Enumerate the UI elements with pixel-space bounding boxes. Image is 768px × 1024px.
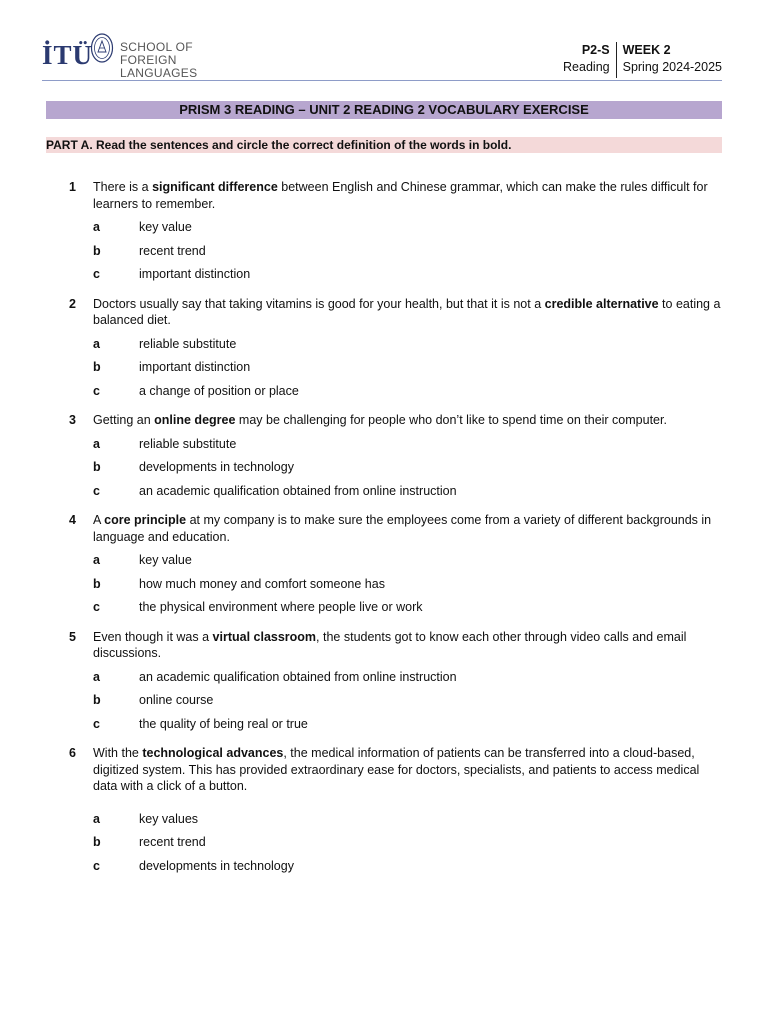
question-text-before: With the — [93, 746, 143, 760]
question-text-before: Doctors usually say that taking vitamins is good for your health, but that it is not a — [93, 296, 545, 311]
option-text: key value — [139, 553, 192, 567]
header-info — [563, 42, 722, 78]
option-letter: c — [93, 716, 100, 731]
option-text: recent trend — [139, 243, 206, 258]
question-text-after: may be challenging for people who don’t like to spend time on their computer. — [235, 413, 667, 427]
option-letter: c — [93, 858, 100, 873]
question-text — [93, 412, 725, 429]
seal-icon — [90, 32, 114, 64]
option-text: key values — [139, 811, 199, 826]
answer-option[interactable] — [60, 483, 725, 500]
option-text: developments in technology — [139, 858, 294, 873]
question-text-after: , the medical information of patients can be transferred into a cloud-based, digitized system. This has provided extraordinary ease for doctors, specialists, and patients to access medical data with a click of a button. — [93, 746, 700, 793]
question-text-before: Getting an — [93, 413, 155, 427]
option-text: the physical environment where people live or work — [139, 600, 423, 614]
answer-option[interactable] — [60, 359, 725, 376]
question-text-before: Even though it was a — [93, 629, 213, 644]
option-text: a change of position or place — [139, 383, 299, 398]
question-number: 4 — [69, 513, 76, 527]
option-letter: b — [93, 835, 101, 849]
page-header — [42, 30, 722, 80]
exercise-title: PRISM 3 READING – UNIT 2 READING 2 VOCABULARY EXERCISE — [46, 101, 722, 119]
question-number: 1 — [69, 180, 76, 194]
option-letter: a — [93, 811, 100, 826]
question-stem — [60, 629, 725, 662]
question-item — [60, 412, 725, 499]
option-letter: a — [93, 553, 100, 567]
question-item — [60, 296, 725, 400]
question-text-after: at my company is to make sure the employees come from a variety of different backgrounds in language and education. — [93, 513, 712, 544]
term-label: Spring 2024-2025 — [622, 60, 722, 74]
option-text: how much money and comfort someone has — [139, 576, 385, 591]
answer-option[interactable] — [60, 692, 725, 709]
option-text: important distinction — [139, 360, 251, 374]
question-number: 2 — [69, 296, 76, 311]
option-text: online course — [139, 693, 214, 707]
spacer — [60, 795, 725, 804]
question-text-after: , the students got to know each other through video calls and email discussions. — [93, 629, 687, 660]
answer-option[interactable] — [60, 336, 725, 353]
question-item — [60, 179, 725, 283]
logo-text — [120, 41, 197, 80]
option-letter: c — [93, 267, 100, 281]
question-item — [60, 745, 725, 874]
answer-option[interactable] — [60, 243, 725, 260]
option-letter: a — [93, 436, 100, 451]
option-letter: a — [93, 669, 100, 684]
option-letter: c — [93, 383, 100, 398]
option-letter: b — [93, 576, 101, 591]
question-stem — [60, 745, 725, 795]
question-text-after: between English and Chinese grammar, which can make the rules difficult for learners to remember. — [93, 180, 708, 211]
header-divider — [42, 80, 722, 81]
option-letter: b — [93, 360, 101, 374]
question-text-before: A — [93, 513, 105, 527]
header-course-column — [563, 42, 617, 78]
option-text: an academic qualification obtained from online instruction — [139, 669, 457, 684]
option-letter: b — [93, 243, 101, 258]
answer-option[interactable] — [60, 811, 725, 828]
target-vocabulary: core principle — [104, 513, 187, 527]
target-vocabulary: significant difference — [152, 180, 278, 194]
option-text: key value — [139, 220, 192, 234]
question-stem — [60, 296, 725, 329]
option-letter: b — [93, 460, 101, 474]
question-item — [60, 629, 725, 733]
question-list — [60, 179, 725, 887]
target-vocabulary: technological advances — [142, 746, 284, 760]
option-letter: c — [93, 600, 100, 614]
question-number: 5 — [69, 629, 76, 644]
logo-mark: İTÜ — [42, 40, 94, 70]
option-letter: c — [93, 483, 100, 498]
question-stem — [60, 179, 725, 212]
target-vocabulary: online degree — [154, 413, 236, 427]
logo-text-line2: FOREIGN LANGUAGES — [120, 53, 198, 80]
target-vocabulary: virtual classroom — [212, 629, 317, 644]
logo-text-line1: SCHOOL OF — [120, 40, 193, 54]
question-stem — [60, 512, 725, 545]
question-number: 3 — [69, 413, 76, 427]
week-label: WEEK 2 — [622, 43, 671, 57]
option-text: the quality of being real or true — [139, 716, 308, 731]
answer-option[interactable] — [60, 552, 725, 569]
question-text — [93, 179, 725, 212]
answer-option[interactable] — [60, 858, 725, 875]
option-letter: a — [93, 220, 100, 234]
course-skill: Reading — [563, 60, 610, 74]
question-item — [60, 512, 725, 616]
option-letter: b — [93, 693, 101, 707]
question-number: 6 — [69, 746, 76, 760]
answer-option[interactable] — [60, 459, 725, 476]
question-text — [93, 512, 725, 545]
option-text: important distinction — [139, 267, 251, 281]
question-text — [93, 296, 725, 329]
option-text: reliable substitute — [139, 436, 237, 451]
answer-option[interactable] — [60, 576, 725, 593]
course-code: P2-S — [581, 43, 610, 57]
option-text: an academic qualification obtained from online instruction — [139, 483, 457, 498]
option-letter: a — [93, 336, 100, 351]
answer-option[interactable] — [60, 266, 725, 283]
target-vocabulary: credible alternative — [544, 296, 659, 311]
answer-option[interactable] — [60, 834, 725, 851]
answer-option[interactable] — [60, 219, 725, 236]
question-text — [93, 745, 725, 795]
option-text: recent trend — [139, 835, 206, 849]
option-text: reliable substitute — [139, 336, 237, 351]
answer-option[interactable] — [60, 436, 725, 453]
option-text: developments in technology — [139, 460, 294, 474]
answer-option[interactable] — [60, 383, 725, 400]
answer-option[interactable] — [60, 599, 725, 616]
answer-option[interactable] — [60, 669, 725, 686]
header-week-column — [617, 42, 722, 78]
question-stem — [60, 412, 725, 429]
part-a-instructions: PART A. Read the sentences and circle the correct definition of the words in bold. — [46, 137, 722, 153]
question-text — [93, 629, 725, 662]
question-text-after: to eating a balanced diet. — [93, 296, 721, 327]
answer-option[interactable] — [60, 716, 725, 733]
question-text-before: There is a — [93, 180, 153, 194]
